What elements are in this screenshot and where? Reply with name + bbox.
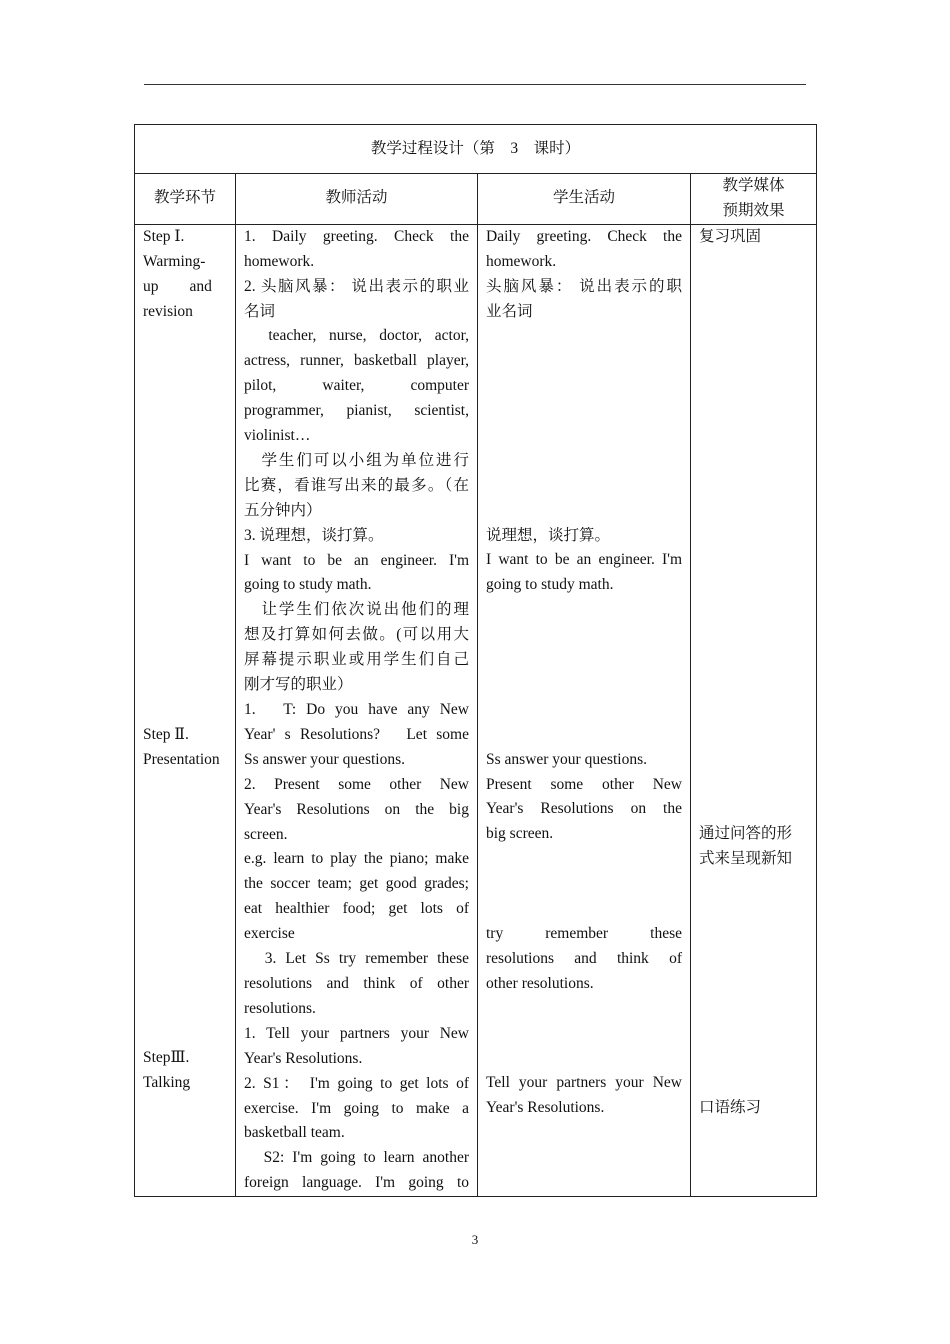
teacher-line: 2. S1： I'm going to get lots of — [244, 1074, 469, 1092]
page-number: 3 — [471, 1232, 479, 1247]
step-2-line: Presentation — [143, 750, 220, 768]
student-line: I want to be an engineer. I'm — [486, 551, 682, 569]
media-line: 口语练习 — [699, 1099, 762, 1116]
teacher-line: e.g. learn to play the piano; make — [244, 850, 469, 868]
teacher-line: 1. Daily greeting. Check the — [244, 227, 469, 245]
teacher-line: teacher, nurse, doctor, actor, — [244, 327, 469, 345]
lesson-plan-table — [134, 124, 817, 1197]
teacher-line: 学生们可以小组为单位进行 — [244, 451, 469, 469]
student-line: resolutions and think of — [486, 949, 682, 967]
teacher-line: foreign language. I'm going to — [244, 1174, 469, 1192]
teacher-line: Ss answer your questions. — [244, 750, 406, 768]
teacher-line: 让学生们依次说出他们的理 — [244, 601, 469, 619]
teacher-line: resolutions and think of other — [244, 974, 469, 992]
teacher-line: Year's Resolutions on the big — [244, 800, 469, 818]
step-2-line: Step Ⅱ. — [143, 725, 189, 743]
teacher-line: exercise. I'm going to make a — [244, 1099, 469, 1117]
teacher-line: 2. 头脑风暴： 说出表示的职业 — [244, 277, 469, 295]
media-line: 通过问答的形 — [699, 825, 793, 843]
step-3-line: Talking — [143, 1074, 191, 1092]
teacher-line: eat healthier food; get lots of — [244, 900, 469, 918]
student-line: homework. — [486, 252, 557, 270]
teacher-line: 1. T: Do you have any New — [244, 701, 469, 718]
student-line: Tell your partners your New — [486, 1074, 682, 1092]
student-line: big screen. — [486, 825, 554, 843]
student-column — [478, 224, 691, 1196]
student-line: 业名词 — [486, 302, 533, 320]
teacher-line: going to study math. — [244, 576, 372, 594]
teacher-line: 屏幕提示职业或用学生们自己 — [244, 651, 469, 669]
media-line: 复习巩固 — [699, 227, 762, 245]
col-header-media-line2: 预期效果 — [722, 201, 785, 219]
teacher-line: 比赛，看谁写出来的最多。（在 — [244, 476, 469, 494]
teacher-line: 1. Tell your partners your New — [244, 1024, 469, 1042]
teacher-line: actress, runner, basketball player, — [244, 352, 469, 370]
teacher-line: pilot, waiter, computer — [244, 377, 469, 395]
step-3-line: StepⅢ. — [143, 1049, 190, 1067]
step-1-line: Step Ⅰ. — [143, 227, 185, 245]
teacher-line: 3. 说理想，谈打算。 — [244, 526, 384, 544]
student-line: Daily greeting. Check the — [486, 227, 682, 245]
teacher-line: the soccer team; get good grades; — [244, 875, 469, 893]
student-line: try remember these — [486, 924, 682, 942]
step-1-line: up and — [143, 277, 212, 295]
col-header-student: 学生活动 — [478, 174, 691, 225]
col-header-teacher: 教师活动 — [236, 174, 478, 225]
media-line: 式来呈现新知 — [699, 850, 793, 868]
step-column — [135, 224, 236, 1196]
media-column — [691, 224, 817, 1196]
teacher-column — [236, 224, 478, 1196]
header-rule — [144, 84, 806, 85]
student-line: going to study math. — [486, 576, 614, 594]
col-header-media-line1: 教学媒体 — [722, 177, 785, 194]
student-line: 说理想，谈打算。 — [486, 526, 611, 544]
student-line: 头脑风暴： 说出表示的职 — [486, 277, 682, 295]
student-line: Year's Resolutions on the — [486, 800, 682, 818]
teacher-line: homework. — [244, 252, 315, 270]
teacher-line: violinist… — [244, 427, 311, 445]
teacher-line: basketball team. — [244, 1124, 345, 1142]
col-header-step: 教学环节 — [135, 174, 236, 225]
col-header-media — [691, 174, 817, 225]
teacher-line: 3. Let Ss try remember these — [244, 950, 469, 968]
teacher-line: 想及打算如何去做。(可以用大 — [244, 626, 469, 644]
step-1-line: revision — [143, 302, 193, 320]
teacher-line: screen. — [244, 825, 288, 843]
teacher-line: S2: I'm going to learn another — [244, 1149, 469, 1167]
student-line: Ss answer your questions. — [486, 750, 648, 768]
teacher-line: I want to be an engineer. I'm — [244, 551, 469, 569]
teacher-line: Year' s Resolutions? Let some — [244, 725, 469, 743]
teacher-line: Year's Resolutions. — [244, 1049, 363, 1067]
student-line: Year's Resolutions. — [486, 1099, 605, 1117]
student-line: Present some other New — [486, 775, 682, 793]
teacher-line: 2. Present some other New — [244, 775, 469, 793]
teacher-line: 刚才写的职业） — [244, 676, 353, 694]
step-1-line: Warming- — [143, 252, 206, 270]
teacher-line: resolutions. — [244, 999, 316, 1017]
table-title: 教学过程设计（第 3 课时） — [135, 125, 817, 174]
teacher-line: exercise — [244, 925, 295, 943]
teacher-line: 名词 — [244, 302, 276, 320]
teacher-line: programmer, pianist, scientist, — [244, 402, 469, 420]
teacher-line: 五分钟内） — [244, 501, 322, 519]
student-line: other resolutions. — [486, 974, 594, 992]
